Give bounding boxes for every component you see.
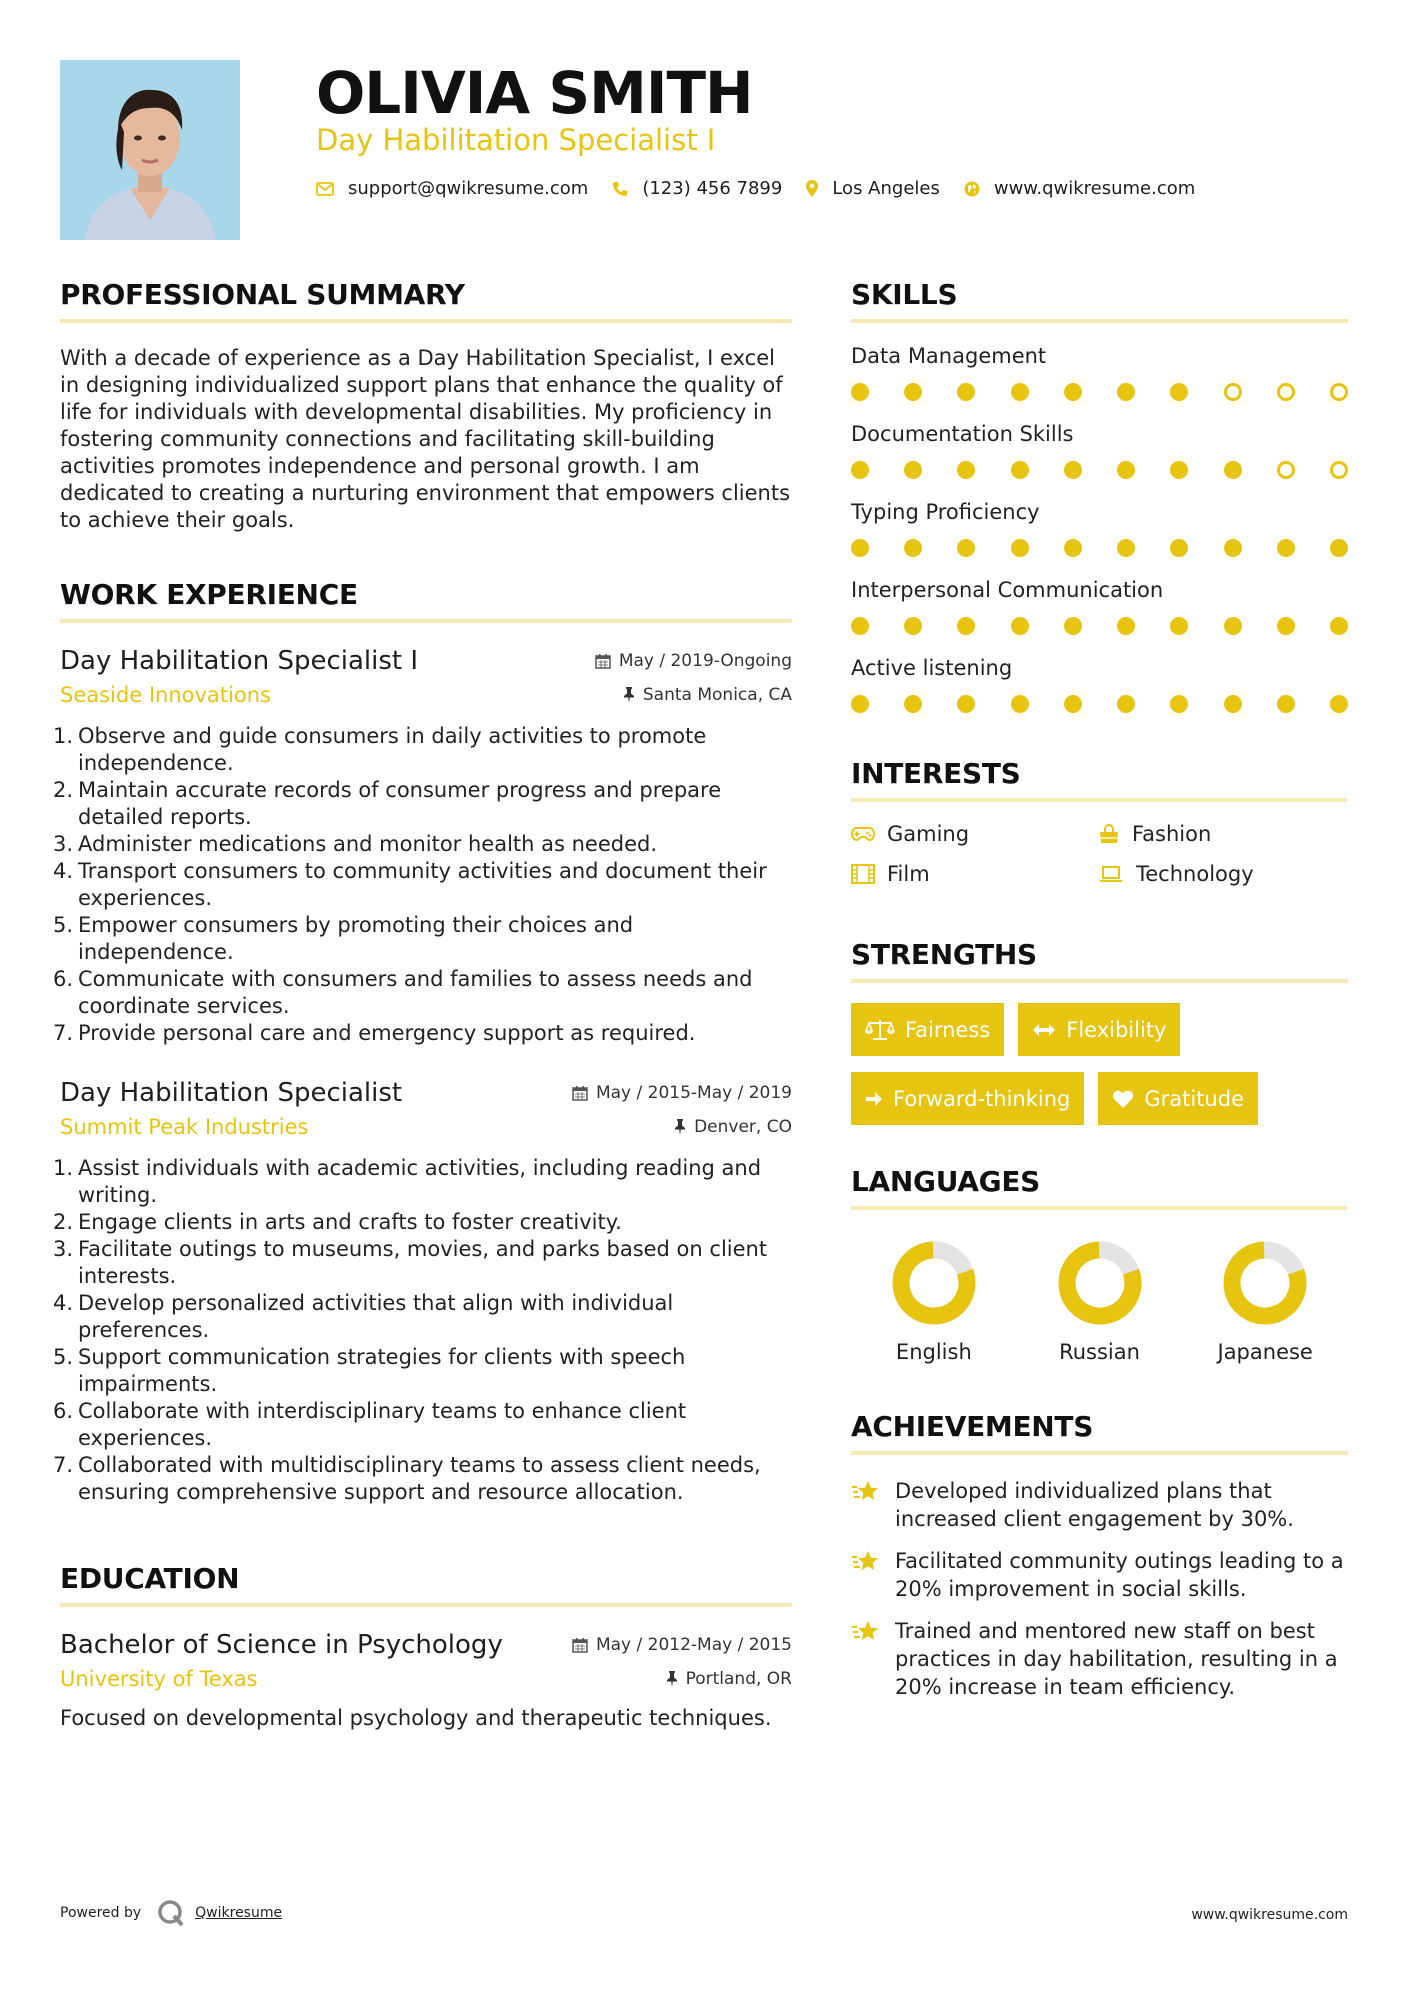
interest-item [1098,862,1348,886]
rating-dot-filled [1064,461,1082,479]
rating-dot-filled [851,617,869,635]
rating-dot-filled [1170,617,1188,635]
education-location [666,1669,792,1689]
school-name: University of Texas [60,1667,258,1691]
arrow-right-icon [865,1090,883,1108]
phone-text: (123) 456 7899 [642,178,783,199]
skill-name: Interpersonal Communication [851,578,1164,602]
strength-tag [1098,1072,1258,1125]
skill-rating [851,617,1348,635]
education-description: Focused on developmental psychology and therapeutic techniques. [60,1706,772,1730]
experience-heading: WORK EXPERIENCE [60,578,792,623]
languages-heading: LANGUAGES [851,1165,1348,1210]
rating-dot-filled [1011,461,1029,479]
profile-photo [60,60,240,240]
language-ring [891,1240,977,1326]
job-title: Day Habilitation Specialist I [60,646,419,676]
rating-dot-filled [1117,539,1135,557]
strength-label: Flexibility [1066,1017,1167,1042]
skill-rating [851,461,1348,479]
film-icon [851,864,875,884]
globe-icon [964,181,980,197]
rating-dot-filled [1330,617,1348,635]
left-column [53,278,792,1732]
calendar-icon [572,1637,588,1653]
rating-dot-filled [957,539,975,557]
phone-icon [612,181,628,197]
degree-title: Bachelor of Science in Psychology [60,1630,503,1660]
rating-dot-filled [1011,539,1029,557]
language-item [851,1240,1017,1364]
strengths-list [851,1003,1348,1125]
candidate-name: OLIVIA SMITH [316,59,753,127]
achievement-text: Facilitated community outings leading to a 20% improvement in social skills. [895,1549,1344,1601]
pushpin-icon [623,687,635,703]
duty-item: 6. Communicate with consumers and families to assess needs and coordinate services. [53,967,753,1018]
rating-dot-filled [1224,539,1242,557]
rating-dot-filled [957,383,975,401]
rating-dot-filled [851,461,869,479]
language-ring [1222,1240,1308,1326]
strength-label: Forward-thinking [893,1086,1071,1111]
job-location-text: Santa Monica, CA [642,685,792,705]
rating-dot-filled [1117,383,1135,401]
job-date [595,651,792,671]
job-date-text: May / 2019-Ongoing [618,651,792,671]
rating-dot-filled [1170,695,1188,713]
duty-item: 5. Support communication strategies for clients with speech impairments. [53,1345,686,1396]
rating-dot-filled [1224,695,1242,713]
qwikresume-logo-icon [157,1899,185,1927]
duty-item: 7. Collaborated with multidisciplinary teams to assess client needs, ensuring comprehensive support and resource allocation. [53,1453,761,1504]
contact-bar [316,178,1219,199]
rating-dot-filled [957,617,975,635]
rating-dot-filled [904,539,922,557]
rating-dot-filled [904,461,922,479]
website-text: www.qwikresume.com [993,178,1196,199]
duty-item: 1. Observe and guide consumers in daily activities to promote independence. [53,724,707,775]
interests-heading: INTERESTS [851,757,1348,802]
candidate-title: Day Habilitation Specialist I [316,123,716,157]
language-label: Russian [1059,1340,1140,1364]
job-title: Day Habilitation Specialist [60,1078,403,1108]
duty-item: 4. Develop personalized activities that align with individual preferences. [53,1291,674,1342]
education-date [572,1635,792,1655]
rating-dot-empty [1224,383,1242,401]
strength-label: Fairness [905,1017,991,1042]
duty-list [53,1155,792,1506]
laptop-icon [1098,865,1124,883]
rating-dot-filled [1117,617,1135,635]
map-pin-icon [806,180,818,197]
duty-item: 7. Provide personal care and emergency support as required. [53,1021,696,1045]
rating-dot-filled [1064,617,1082,635]
rating-dot-filled [1330,539,1348,557]
duty-item: 2. Maintain accurate records of consumer progress and prepare detailed reports. [53,778,722,829]
summary-heading: PROFESSIONAL SUMMARY [60,278,792,323]
strength-tag [851,1003,1004,1056]
achievement-text: Developed individualized plans that increased client engagement by 30%. [895,1479,1294,1531]
interest-item [851,822,1098,846]
star-icon [851,1479,881,1505]
rating-dot-filled [1330,695,1348,713]
interest-item [1098,822,1348,846]
strength-tag [1018,1003,1180,1056]
duty-item: 5. Empower consumers by promoting their choices and independence. [53,913,634,964]
rating-dot-filled [1117,461,1135,479]
rating-dot-filled [851,695,869,713]
interest-label: Technology [1136,862,1254,886]
duty-item: 4. Transport consumers to community activities and document their experiences. [53,859,767,910]
education-entry [60,1629,792,1732]
interest-item [851,862,1098,886]
rating-dot-filled [1117,695,1135,713]
star-icon [851,1549,881,1575]
skill-name: Typing Proficiency [851,500,1040,524]
rating-dot-filled [1011,617,1029,635]
contact-location [806,178,940,199]
skill-item [851,655,1348,713]
strength-tag [851,1072,1084,1125]
rating-dot-filled [851,539,869,557]
rating-dot-filled [1170,383,1188,401]
rating-dot-empty [1330,383,1348,401]
rating-dot-filled [957,461,975,479]
skill-item [851,421,1348,479]
skill-rating [851,695,1348,713]
duty-item: 3. Administer medications and monitor health as needed. [53,832,658,856]
pushpin-icon [666,1671,678,1687]
job-entry [53,1077,792,1506]
skill-item [851,577,1348,635]
location-text: Los Angeles [832,178,940,199]
envelope-icon [316,182,334,196]
rating-dot-empty [1277,383,1295,401]
interests-list [851,822,1348,886]
right-column [851,278,1348,1715]
rating-dot-filled [1011,695,1029,713]
education-heading: EDUCATION [60,1562,792,1607]
achievement-item [851,1547,1348,1603]
duty-list [53,723,792,1047]
interest-label: Film [887,862,930,886]
rating-dot-empty [1330,461,1348,479]
duty-item: 3. Facilitate outings to museums, movies, and parks based on client interests. [53,1237,768,1288]
skill-name: Documentation Skills [851,422,1074,446]
skill-rating [851,539,1348,557]
languages-list [851,1240,1348,1364]
skill-item [851,343,1348,401]
rating-dot-filled [851,383,869,401]
rating-dot-filled [1277,695,1295,713]
achievement-item [851,1617,1348,1701]
brand-link[interactable]: Qwikresume [195,1905,283,1921]
rating-dot-filled [904,617,922,635]
rating-dot-filled [1064,383,1082,401]
skill-name: Data Management [851,344,1047,368]
skill-rating [851,383,1348,401]
gamepad-icon [851,826,875,842]
rating-dot-filled [904,383,922,401]
job-date-text: May / 2015-May / 2019 [595,1083,792,1103]
achievement-text: Trained and mentored new staff on best practices in day habilitation, resulting in a 20% increase in team efficiency. [895,1619,1338,1699]
rating-dot-filled [1277,617,1295,635]
company-name: Summit Peak Industries [60,1115,309,1139]
rating-dot-filled [1064,539,1082,557]
language-ring [1057,1240,1143,1326]
scale-icon [865,1019,895,1041]
shopping-bag-icon [1098,824,1120,844]
rating-dot-filled [1011,383,1029,401]
job-location [623,685,792,705]
duty-item: 1. Assist individuals with academic activities, including reading and writing. [53,1156,762,1207]
rating-dot-filled [1277,539,1295,557]
duty-item: 6. Collaborate with interdisciplinary teams to enhance client experiences. [53,1399,687,1450]
language-item [1017,1240,1183,1364]
star-icon [851,1619,881,1645]
pushpin-icon [674,1119,686,1135]
language-label: English [895,1340,972,1364]
heart-icon [1112,1089,1134,1109]
summary-text: With a decade of experience as a Day Habilitation Specialist, I excel in designing individualized support plans that enhance the quality of life for individuals with developmental disabilities. My proficiency in fostering community connections and facilitating skill-building activities promotes independence and personal growth. I am dedicated to creating a nurturing environment that empowers clients to achieve their goals. [60,346,791,532]
skills-heading: SKILLS [851,278,1348,323]
achievements-heading: ACHIEVEMENTS [851,1410,1348,1455]
education-date-text: May / 2012-May / 2015 [595,1635,792,1655]
education-location-text: Portland, OR [685,1669,792,1689]
strengths-heading: STRENGTHS [851,938,1348,983]
powered-by-text: Powered by [60,1905,142,1921]
calendar-icon [572,1085,588,1101]
rating-dot-filled [1170,539,1188,557]
interest-label: Fashion [1132,822,1212,846]
skills-list [851,343,1348,713]
job-date [572,1083,792,1103]
achievements-list [851,1477,1348,1701]
email-text: support@qwikresume.com [348,178,589,199]
language-label: Japanese [1217,1340,1313,1364]
job-location-text: Denver, CO [694,1117,792,1137]
contact-email[interactable] [316,178,588,199]
strength-label: Gratitude [1144,1086,1244,1111]
interest-label: Gaming [887,822,970,846]
rating-dot-filled [957,695,975,713]
contact-website[interactable] [964,178,1195,199]
job-entry [53,645,792,1047]
footer-powered-by [60,1899,282,1927]
arrows-horizontal-icon [1032,1023,1056,1037]
rating-dot-filled [1224,461,1242,479]
calendar-icon [595,653,611,669]
rating-dot-filled [1224,617,1242,635]
footer-website[interactable]: www.qwikresume.com [1191,1907,1348,1923]
skill-item [851,499,1348,557]
rating-dot-filled [904,695,922,713]
rating-dot-empty [1277,461,1295,479]
contact-phone[interactable] [612,178,782,199]
duty-item: 2. Engage clients in arts and crafts to foster creativity. [53,1210,622,1234]
rating-dot-filled [1170,461,1188,479]
achievement-item [851,1477,1348,1533]
skill-name: Active listening [851,656,1013,680]
language-item [1182,1240,1348,1364]
company-name: Seaside Innovations [60,683,271,707]
rating-dot-filled [1064,695,1082,713]
job-location [674,1117,792,1137]
